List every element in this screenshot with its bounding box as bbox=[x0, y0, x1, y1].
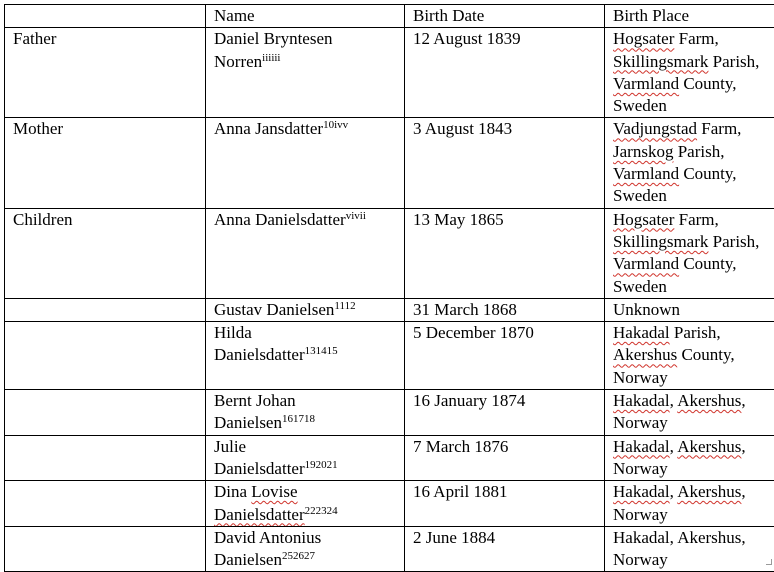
footnote-marker: 192021 bbox=[305, 459, 338, 471]
page-corner-mark bbox=[766, 559, 772, 565]
birth-place-line: Sweden bbox=[613, 185, 774, 207]
name-text: Danielsen$^{161718}$ bbox=[214, 412, 404, 434]
birth-place-cell bbox=[605, 322, 774, 390]
birth-date-cell: 12 August 1839 bbox=[405, 28, 605, 118]
name-cell bbox=[206, 298, 405, 321]
table-row bbox=[5, 390, 774, 436]
birth-place-line: Hakadal, Akershus, bbox=[613, 390, 774, 412]
birth-date-cell: 3 August 1843 bbox=[405, 118, 605, 208]
birth-place-line: Norway bbox=[613, 367, 774, 389]
birth-place-line: Varmland County, bbox=[613, 163, 774, 185]
birth-place-cell bbox=[605, 118, 774, 208]
name-text: Anna Jansdatter$^{10ivv}$ bbox=[214, 118, 404, 140]
birth-place-line: Varmland County, bbox=[613, 73, 774, 95]
header-cell-relation bbox=[5, 5, 206, 28]
birth-date-cell: 13 May 1865 bbox=[405, 208, 605, 298]
birth-place-line: Norway bbox=[613, 412, 774, 434]
relation-cell: Mother bbox=[5, 118, 206, 208]
name-text: Danielsdatter$^{222324}$ bbox=[214, 504, 404, 526]
birth-place-line: Norway bbox=[613, 549, 774, 571]
birth-place-cell bbox=[605, 28, 774, 118]
birth-place-cell bbox=[605, 298, 774, 321]
birth-place-line: Sweden bbox=[613, 276, 774, 298]
name-text: Danielsdatter$^{192021}$ bbox=[214, 458, 404, 480]
birth-place-line: Hogsater Farm, bbox=[613, 209, 774, 231]
name-text: Dina Lovise bbox=[214, 481, 404, 503]
name-cell bbox=[206, 28, 405, 118]
relation-cell bbox=[5, 322, 206, 390]
birth-place-line: Norway bbox=[613, 458, 774, 480]
name-text: Gustav Danielsen$^{1112}$ bbox=[214, 299, 404, 321]
birth-date-cell: 16 April 1881 bbox=[405, 481, 605, 527]
birth-place-line: Hakadal, Akershus, bbox=[613, 481, 774, 503]
table-row bbox=[5, 118, 774, 208]
relation-cell bbox=[5, 390, 206, 436]
name-cell bbox=[206, 390, 405, 436]
relation-cell bbox=[5, 526, 206, 572]
name-text: Anna Danielsdatter$^{vivii}$ bbox=[214, 209, 404, 231]
table-row bbox=[5, 322, 774, 390]
name-text: Danielsdatter$^{131415}$ bbox=[214, 344, 404, 366]
birth-place-cell bbox=[605, 526, 774, 572]
name-text: Julie bbox=[214, 436, 404, 458]
birth-date-cell: 2 June 1884 bbox=[405, 526, 605, 572]
footnote-marker: 161718 bbox=[282, 413, 315, 425]
relation-cell: Father bbox=[5, 28, 206, 118]
relation-cell bbox=[5, 298, 206, 321]
footnote-marker: 131415 bbox=[305, 345, 338, 357]
birth-place-line: Varmland County, bbox=[613, 253, 774, 275]
name-cell bbox=[206, 481, 405, 527]
birth-place-line: Vadjungstad Farm, bbox=[613, 118, 774, 140]
birth-place-line: Sweden bbox=[613, 95, 774, 117]
footnote-marker: iiiiii bbox=[262, 52, 280, 64]
birth-place-line: Skillingsmark Parish, bbox=[613, 231, 774, 253]
header-cell-birth-date: Birth Date bbox=[405, 5, 605, 28]
relation-cell: Children bbox=[5, 208, 206, 298]
header-cell-name: Name bbox=[206, 5, 405, 28]
footnote-marker: vivii bbox=[346, 210, 366, 222]
birth-date-cell: 5 December 1870 bbox=[405, 322, 605, 390]
birth-place-line: Hakadal, Akershus, bbox=[613, 436, 774, 458]
name-text: Bernt Johan bbox=[214, 390, 404, 412]
table-row bbox=[5, 208, 774, 298]
birth-place-cell bbox=[605, 481, 774, 527]
name-cell bbox=[206, 435, 405, 481]
header-row bbox=[5, 5, 774, 28]
birth-place-line: Hakadal Parish, bbox=[613, 322, 774, 344]
name-text: Danielsen$^{252627}$ bbox=[214, 549, 404, 571]
birth-place-line: Akershus County, bbox=[613, 344, 774, 366]
birth-place-line: Jarnskog Parish, bbox=[613, 141, 774, 163]
name-text: Norren$^{iiiiii}$ bbox=[214, 51, 404, 73]
header-cell-birth-place: Birth Place bbox=[605, 5, 774, 28]
footnote-marker: 1112 bbox=[334, 300, 355, 312]
table-row bbox=[5, 526, 774, 572]
table-row bbox=[5, 435, 774, 481]
birth-place-cell bbox=[605, 435, 774, 481]
birth-date-cell: 7 March 1876 bbox=[405, 435, 605, 481]
footnote-marker: 222324 bbox=[305, 505, 338, 517]
name-cell bbox=[206, 118, 405, 208]
birth-place-line: Hogsater Farm, bbox=[613, 28, 774, 50]
name-text: Daniel Bryntesen bbox=[214, 28, 404, 50]
relation-cell bbox=[5, 481, 206, 527]
footnote-marker: 252627 bbox=[282, 550, 315, 562]
name-text: Hilda bbox=[214, 322, 404, 344]
table-row bbox=[5, 28, 774, 118]
name-cell bbox=[206, 322, 405, 390]
birth-place-line: Unknown bbox=[613, 299, 774, 321]
birth-date-cell: 31 March 1868 bbox=[405, 298, 605, 321]
name-cell bbox=[206, 208, 405, 298]
relation-cell bbox=[5, 435, 206, 481]
birth-place-cell bbox=[605, 390, 774, 436]
table-row bbox=[5, 298, 774, 321]
table-row bbox=[5, 481, 774, 527]
birth-date-cell: 16 January 1874 bbox=[405, 390, 605, 436]
birth-place-line: Skillingsmark Parish, bbox=[613, 51, 774, 73]
genealogy-table bbox=[4, 4, 774, 572]
name-text: David Antonius bbox=[214, 527, 404, 549]
footnote-marker: 10ivv bbox=[323, 119, 348, 131]
birth-place-line: Norway bbox=[613, 504, 774, 526]
birth-place-line: Hakadal, Akershus, bbox=[613, 527, 774, 549]
birth-place-cell bbox=[605, 208, 774, 298]
name-cell bbox=[206, 526, 405, 572]
